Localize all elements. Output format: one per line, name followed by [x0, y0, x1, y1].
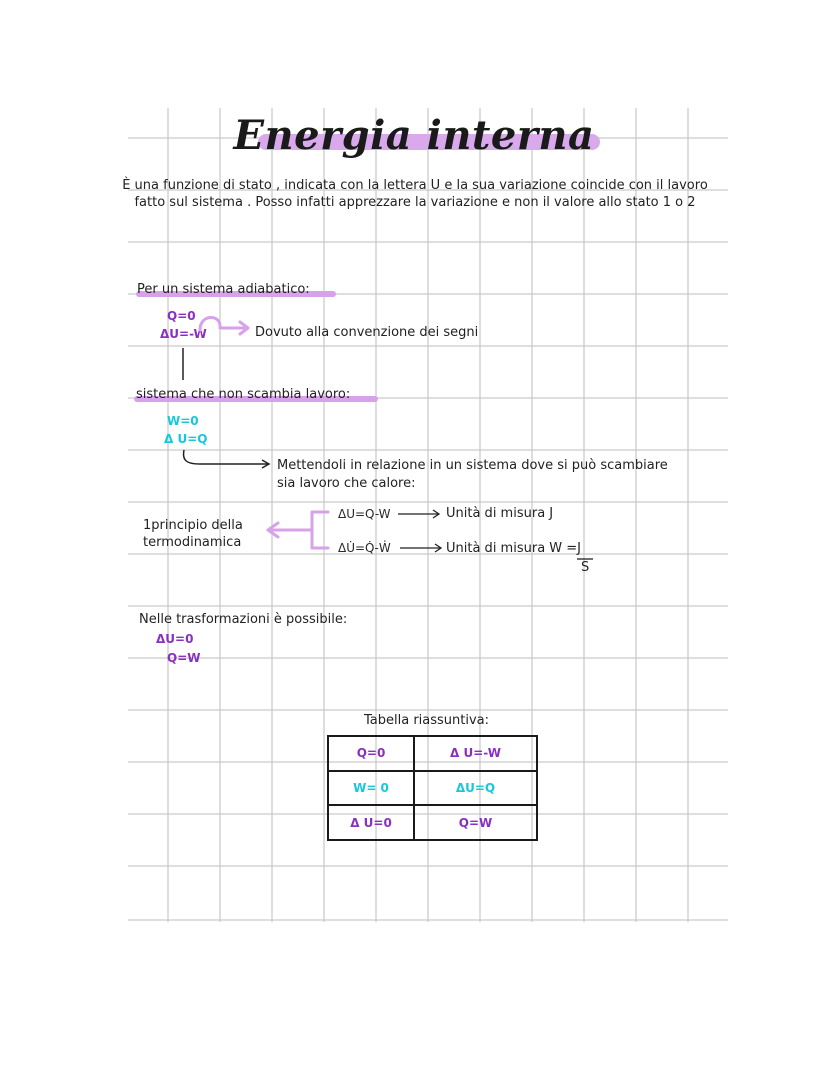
intro-paragraph: È una funzione di stato , indicata con la lettera U e la sua variazione coincide con il lavoro fatto sul sistema . Posso infatti apprezzare la variazione e non il valore allo stato 1 o 2	[122, 178, 708, 210]
bracket-arrow-icon	[262, 506, 334, 556]
summary-table-title: Tabella riassuntiva:	[364, 713, 490, 728]
first-law-eq1-unit: Unità di misura J	[446, 506, 554, 521]
table-row	[328, 771, 537, 806]
first-law-eq2-unit-den: S	[581, 560, 590, 575]
relation-line-2: sia lavoro che calore:	[277, 476, 416, 491]
connector-line	[180, 348, 186, 382]
arrow-icon	[398, 508, 442, 520]
transformations-heading: Nelle trasformazioni è possibile:	[139, 612, 348, 627]
table-cell: Δ U=-W	[414, 736, 537, 771]
no-work-du: Δ U=Q	[164, 432, 208, 446]
no-work-w: W=0	[167, 414, 199, 428]
adiabatic-note: Dovuto alla convenzione dei segni	[255, 325, 479, 340]
adiabatic-q: Q=0	[167, 309, 196, 323]
curved-arrow-icon	[196, 312, 256, 342]
no-work-heading: sistema che non scambia lavoro:	[136, 387, 351, 402]
first-law-label-2: termodinamica	[143, 535, 242, 550]
table-cell: Δ U=0	[328, 805, 414, 840]
first-law-eq1: ΔU=Q-W	[338, 507, 391, 521]
table-row	[328, 736, 537, 771]
table-cell: Q=0	[328, 736, 414, 771]
first-law-eq2-unit: Unità di misura W =J	[446, 541, 582, 556]
transformations-q: Q=W	[167, 651, 201, 665]
table-cell: Q=W	[414, 805, 537, 840]
transformations-du: ΔU=0	[156, 632, 194, 646]
table-row	[328, 805, 537, 840]
summary-table	[327, 735, 538, 841]
table-cell: ΔU=Q	[414, 771, 537, 806]
adiabatic-heading: Per un sistema adiabatico:	[137, 282, 310, 297]
relation-arrow-icon	[176, 448, 276, 472]
table-cell: W= 0	[328, 771, 414, 806]
page-title: Energia interna	[233, 112, 595, 159]
arrow-icon	[400, 542, 444, 554]
first-law-label-1: 1principio della	[143, 518, 243, 533]
adiabatic-du: ΔU=-W	[160, 327, 207, 341]
relation-line-1: Mettendoli in relazione in un sistema dove si può scambiare	[277, 458, 668, 473]
first-law-eq2: ΔU̇=Q̇-Ẇ	[338, 541, 391, 555]
